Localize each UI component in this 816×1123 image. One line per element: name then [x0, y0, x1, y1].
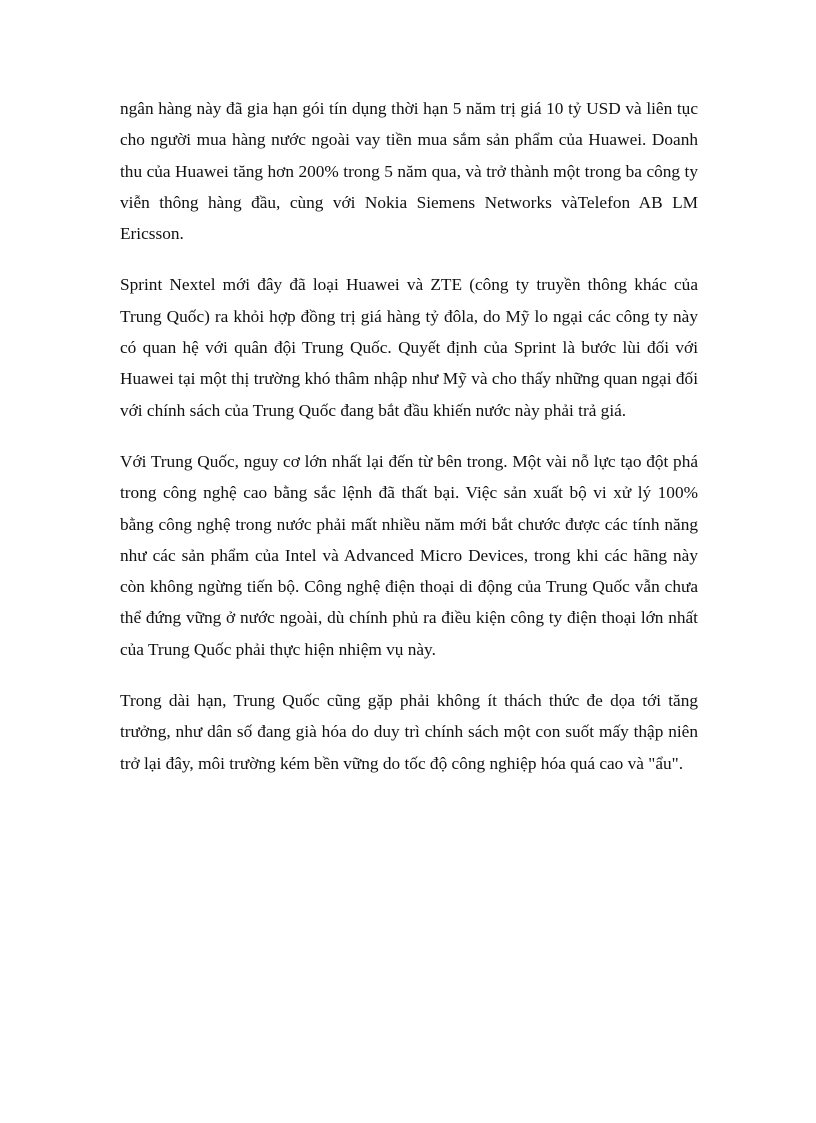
- paragraph-1: ngân hàng này đã gia hạn gói tín dụng thời hạn 5 năm trị giá 10 tỷ USD và liên tục cho người mua hàng nước ngoài vay tiền mua sắm sản phẩm của Huawei. Doanh thu của Huawei tăng hơn 200% trong 5 năm qua, và trở thành một trong ba công ty viễn thông hàng đầu, cùng với Nokia Siemens Networks vàTelefon AB LM Ericsson.: [120, 99, 698, 244]
- paragraph-3: Với Trung Quốc, nguy cơ lớn nhất lại đến từ bên trong. Một vài nỗ lực tạo đột phá trong công nghệ cao bằng sắc lệnh đã thất bại. Việc sản xuất bộ vi xử lý 100% bằng công nghệ trong nước phải mất nhiều năm mới bắt chước được các tính năng như các sản phẩm của Intel và Advanced Micro Devices, trong khi các hãng này còn không ngừng tiến bộ. Công nghệ điện thoại di động của Trung Quốc vẫn chưa thể đứng vững ở nước ngoài, dù chính phủ ra điều kiện công ty điện thoại lớn nhất của Trung Quốc phải thực hiện nhiệm vụ này.: [120, 451, 698, 659]
- document-body: [120, 93, 698, 799]
- paragraph-2: Sprint Nextel mới đây đã loại Huawei và ZTE (công ty truyền thông khác của Trung Quốc) ra khỏi hợp đồng trị giá hàng tỷ đôla, do Mỹ lo ngại các công ty này có quan hệ với quân đội Trung Quốc. Quyết định của Sprint là bước lùi đối với Huawei tại một thị trường khó thâm nhập như Mỹ và cho thấy những quan ngại đối với chính sách của Trung Quốc đang bắt đầu khiến nước này phải trả giá.: [120, 275, 698, 420]
- paragraph-4: Trong dài hạn, Trung Quốc cũng gặp phải không ít thách thức đe dọa tới tăng trưởng, như dân số đang già hóa do duy trì chính sách một con suốt mấy thập niên trở lại đây, môi trường kém bền vững do tốc độ công nghiệp hóa quá cao và "ẩu".: [120, 691, 698, 773]
